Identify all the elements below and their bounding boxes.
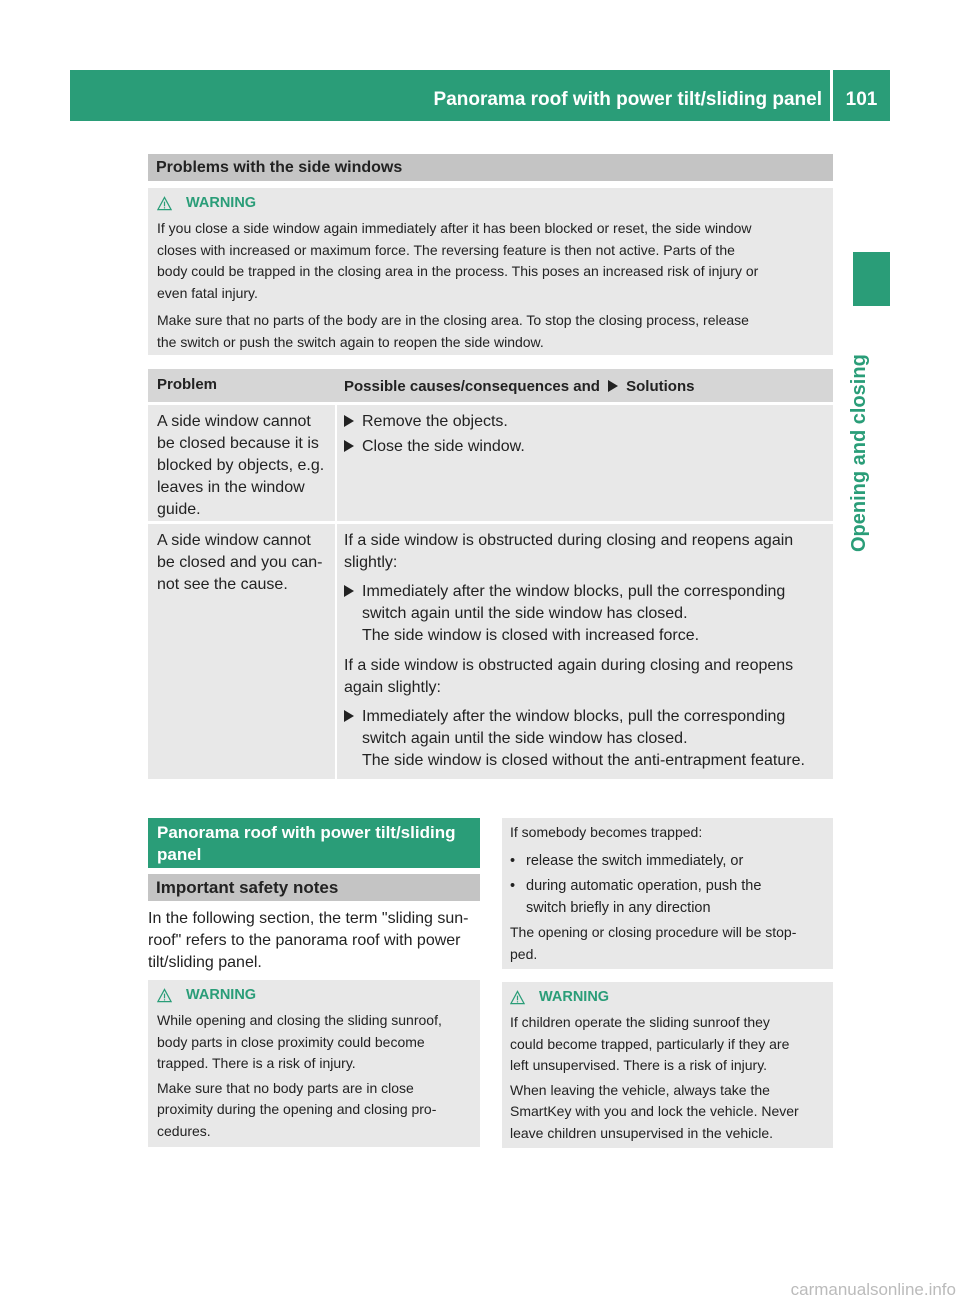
text-line: roof" refers to the panorama roof with power (148, 932, 461, 949)
bullet-text: release the switch immediately, or (526, 853, 744, 869)
side-tab-marker (853, 252, 890, 306)
text-line: When leaving the vehicle, always take the (510, 1081, 770, 1098)
arrow-right-icon (608, 380, 618, 392)
warning-triangle-icon (157, 196, 172, 211)
warning-label: WARNING (186, 987, 257, 1003)
text-line: again slightly: (344, 679, 441, 696)
text-line: body parts in close proximity could become (157, 1033, 425, 1050)
side-tab-label: Opening and closing (848, 354, 870, 552)
arrow-right-icon (344, 440, 354, 452)
text-line: If children operate the sliding sunroof they (510, 1014, 770, 1030)
text-line: slightly: (344, 554, 398, 571)
text-line: be closed because it is (157, 435, 319, 452)
text-line: left unsupervised. There is a risk of injury. (510, 1057, 768, 1073)
text-line: leaves in the window (157, 479, 305, 496)
watermark: carmanualsonline.info (790, 1280, 956, 1299)
text-line: The side window is closed with increased force. (362, 627, 700, 644)
text-line: Immediately after the window blocks, pull the corresponding (362, 583, 786, 600)
solution-step (344, 411, 824, 433)
page-number: 101 (845, 89, 878, 110)
text-line: body could be trapped in the closing area in the process. This poses an increased risk of injury or (157, 263, 759, 279)
header-text: Solutions (626, 378, 695, 395)
step-text: Remove the objects. (362, 413, 508, 430)
info-outro (510, 922, 832, 965)
text-line: be closed and you can- (157, 554, 323, 571)
title-line: panel (157, 845, 202, 864)
text-line: closes with increased or maximum force. The reversing feature is then not active. Parts of the (157, 241, 735, 258)
text-line: If you close a side window again immediately after it has been blocked or reset, the side window (157, 220, 752, 236)
bullet-item (510, 876, 830, 920)
step-text: Close the side window. (362, 438, 525, 455)
section-heading: Problems with the side windows (148, 154, 833, 181)
text-line: proximity during the opening and closing pro- (157, 1101, 437, 1117)
text-line: While opening and closing the sliding sunroof, (157, 1012, 442, 1028)
warning-text (510, 1012, 832, 1144)
warning-triangle-icon (510, 990, 525, 1005)
intro-text (148, 908, 483, 974)
text-line: the switch or push the switch again to reopen the side window. (157, 333, 544, 350)
text-line: switch briefly in any direction (526, 899, 711, 916)
text-line: tilt/sliding panel. (148, 954, 262, 971)
solution-step (344, 581, 829, 651)
problem-text (157, 411, 335, 521)
solution-text (344, 530, 829, 574)
text-line: during automatic operation, push the (526, 878, 762, 894)
text-line: Make sure that no parts of the body are in the closing area. To stop the closing process, release (157, 312, 749, 328)
text-line: could become trapped, particularly if they are (510, 1035, 790, 1052)
problem-text (157, 530, 335, 596)
text-line: blocked by objects, e.g. (157, 457, 325, 474)
solution-text (344, 655, 829, 699)
info-intro: If somebody becomes trapped: (510, 824, 703, 840)
bullet-item (510, 851, 830, 873)
arrow-right-icon (344, 585, 354, 597)
text-line: A side window cannot (157, 413, 311, 430)
bullet-icon: • (510, 853, 516, 869)
step-text (362, 706, 805, 772)
text-line: switch again until the side window has closed. (362, 605, 688, 622)
text-line: cedures. (157, 1122, 211, 1139)
text-line: leave children unsupervised in the vehicle. (510, 1124, 774, 1141)
warning-label: WARNING (186, 195, 257, 211)
page-header-title: Panorama roof with power tilt/sliding panel (433, 89, 822, 110)
text-line: switch again until the side window has closed. (362, 730, 688, 747)
warning-header (157, 986, 256, 1004)
warning-text (157, 1010, 477, 1142)
solution-step (344, 436, 824, 458)
bullet-text (526, 876, 761, 919)
text-line: trapped. There is a risk of injury. (157, 1055, 356, 1071)
text-line: A side window cannot (157, 532, 311, 549)
text-line: Immediately after the window blocks, pull the corresponding (362, 708, 786, 725)
column-header-solutions (344, 378, 694, 395)
text-line: SmartKey with you and lock the vehicle. Never (510, 1103, 799, 1119)
header-text: Possible causes/consequences and (344, 378, 600, 395)
arrow-right-icon (344, 710, 354, 722)
warning-header (157, 194, 256, 212)
warning-triangle-icon (157, 988, 172, 1003)
warning-text (157, 218, 832, 353)
title-line: Panorama roof with power tilt/sliding (157, 823, 456, 842)
subsection-heading: Important safety notes (148, 874, 480, 901)
text-line: guide. (157, 501, 201, 518)
text-line: not see the cause. (157, 576, 288, 593)
step-text (362, 581, 785, 647)
warning-header (510, 988, 609, 1006)
warning-label: WARNING (539, 989, 610, 1005)
text-line: In the following section, the term "sliding sun- (148, 910, 469, 927)
column-header-problem: Problem (157, 376, 218, 393)
text-line: If a side window is obstructed again during closing and reopens (344, 657, 794, 674)
text-line: If a side window is obstructed during closing and reopens again (344, 532, 794, 549)
arrow-right-icon (344, 415, 354, 427)
text-line: ped. (510, 945, 538, 962)
solution-step (344, 706, 829, 776)
section-title (148, 818, 480, 868)
text-line: even fatal injury. (157, 284, 258, 301)
text-line: Make sure that no body parts are in close (157, 1079, 414, 1096)
text-line: The opening or closing procedure will be stop- (510, 924, 797, 940)
text-line: The side window is closed without the anti-entrapment feature. (362, 752, 805, 769)
bullet-icon: • (510, 878, 516, 894)
